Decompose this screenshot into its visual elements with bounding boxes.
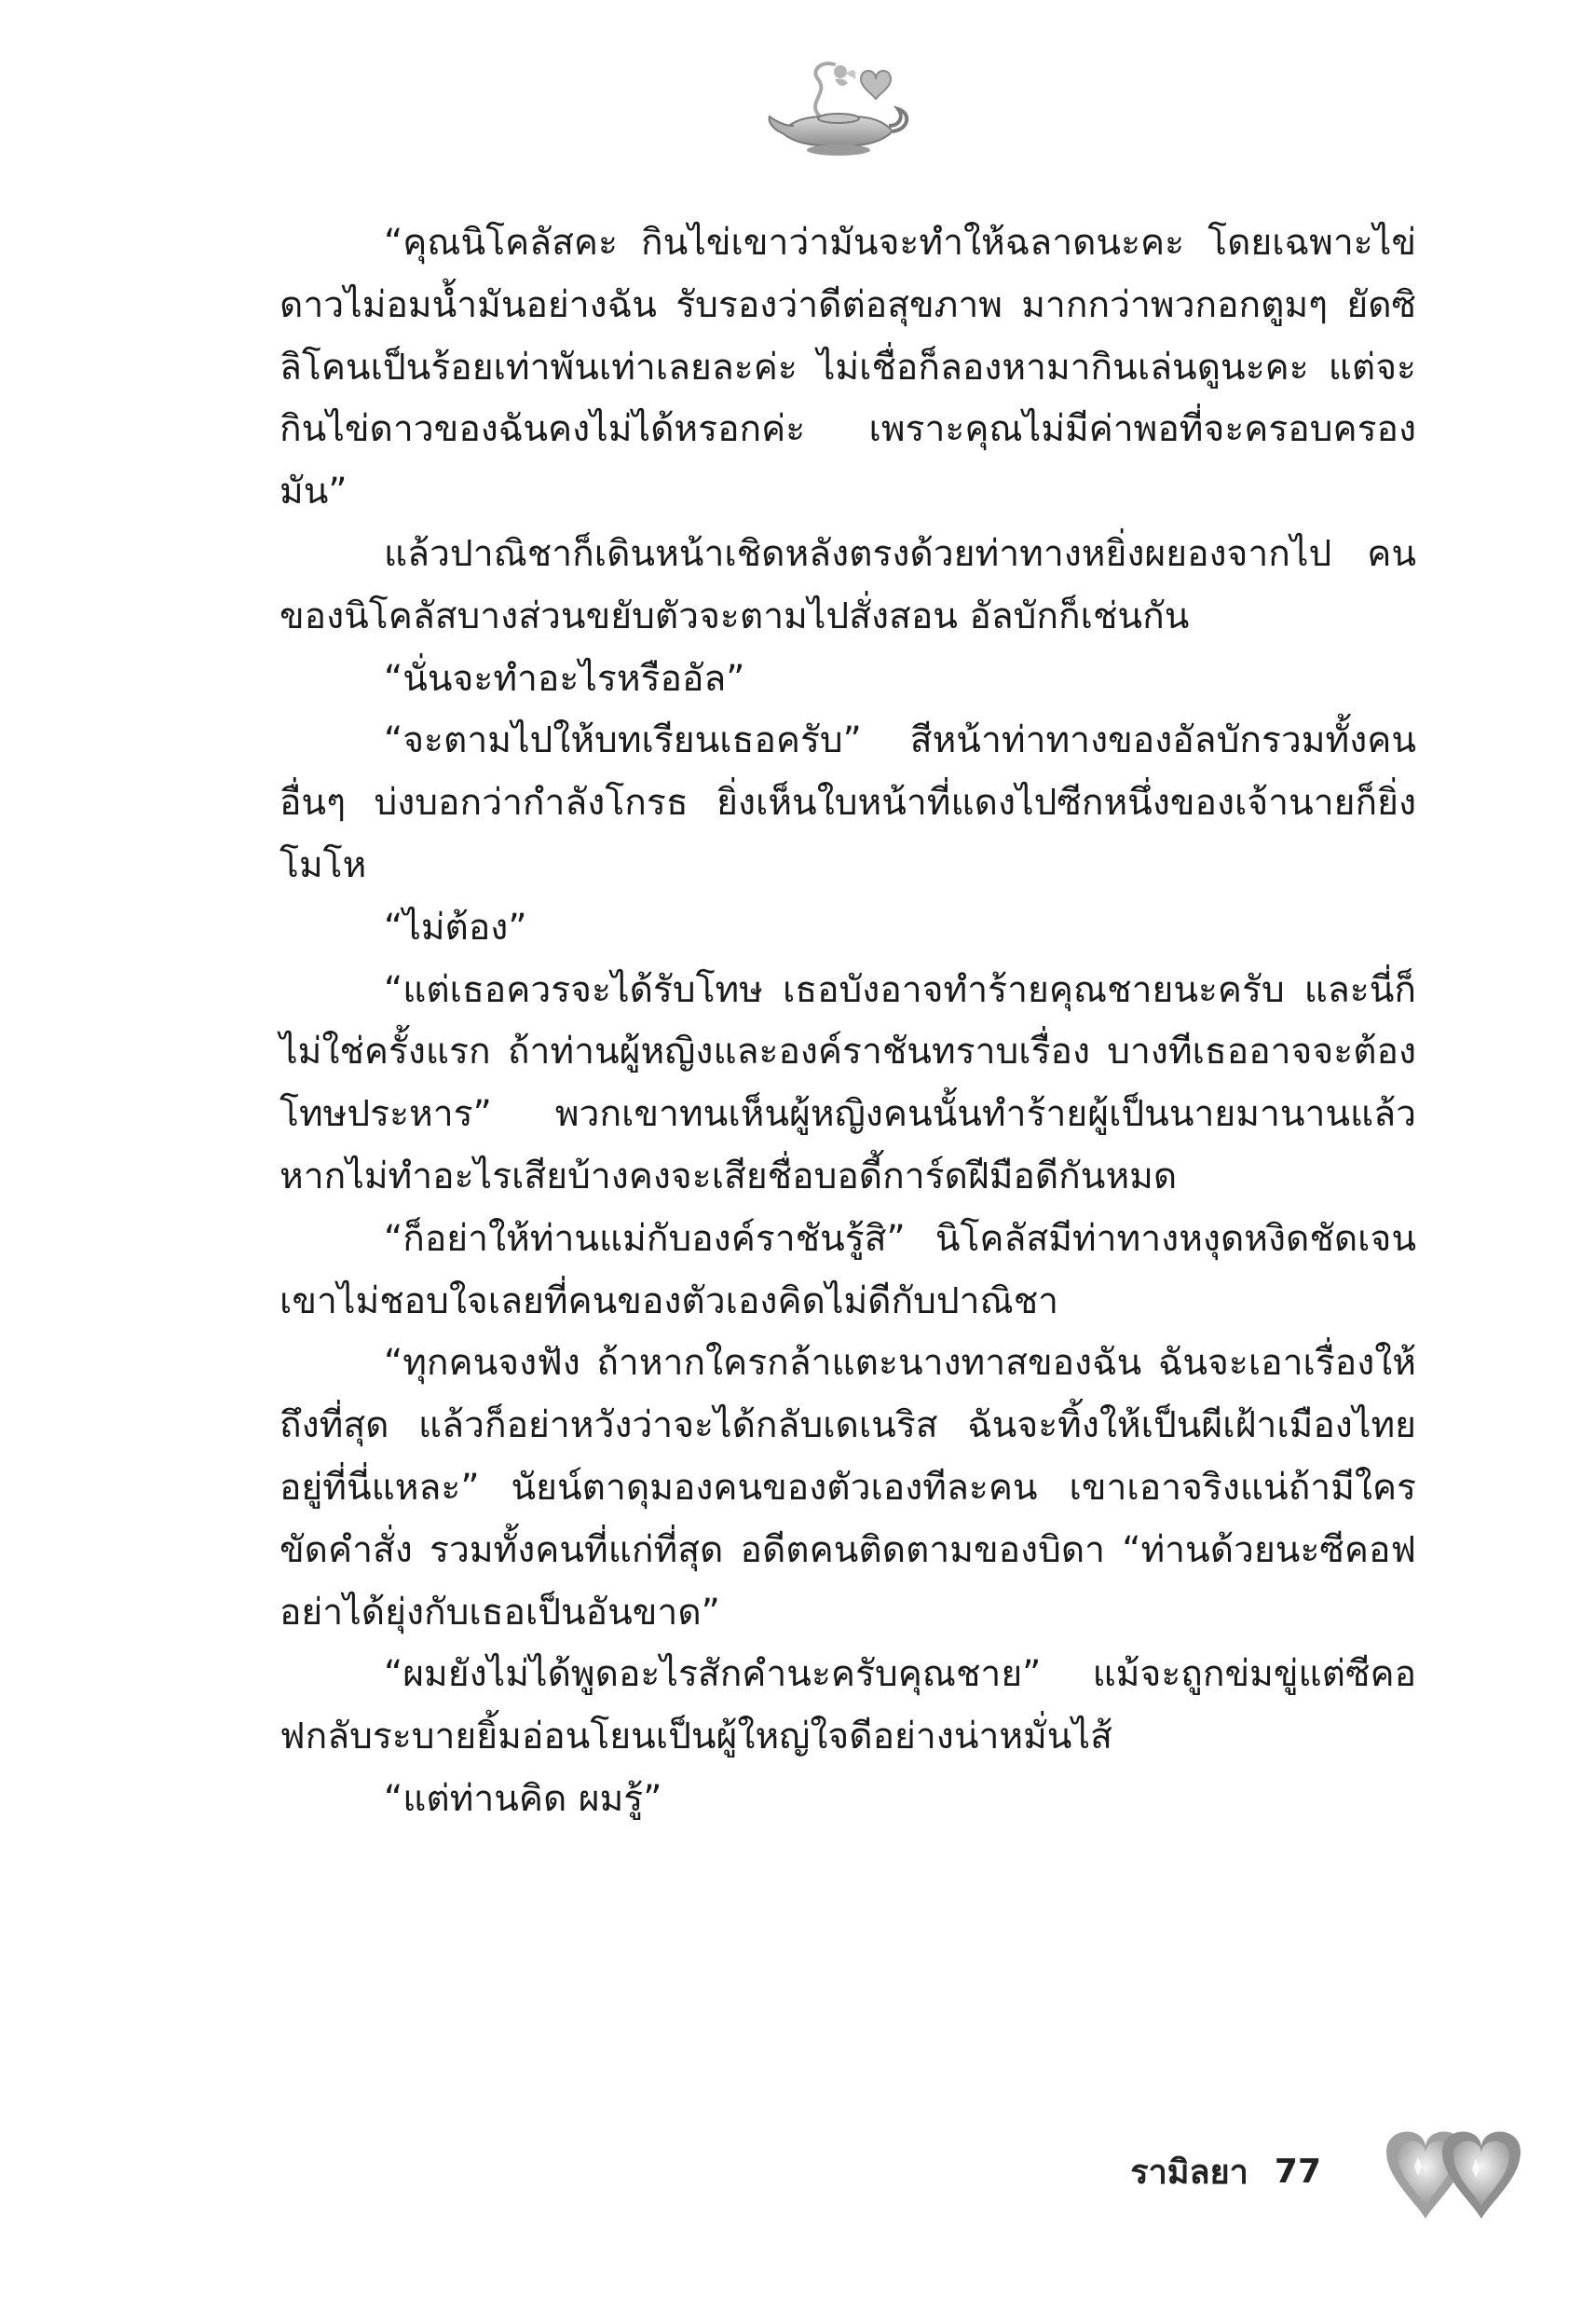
paragraph: “นั่นจะทำอะไรหรืออัล”: [384, 657, 745, 700]
paragraph: “แต่เธอควรจะได้รับโทษ เธอบังอาจทำร้ายคุณชายนะครับ และนี่ก็ไม่ใช่ครั้งแรก ถ้าท่านผู้หญิงและองค์ราชันทราบเรื่อง บางทีเธออาจจะต้องโทษประหาร” พวกเขาทนเห็นผู้หญิงคนนั้นทำร้ายผู้เป็นนายมานานแล้ว หากไม่ทำอะไรเสียบ้างคงจะเสียชื่อบอดี้การ์ดฝีมือดีกันหมด: [280, 968, 1416, 1197]
genie-lamp-with-heart-icon: [764, 51, 913, 163]
page-number: 77: [1274, 2152, 1321, 2191]
paragraph: “ทุกคนจงฟัง ถ้าหากใครกล้าแตะนางทาสของฉัน ฉันจะเอาเรื่องให้ถึงที่สุด แล้วก็อย่าหวังว่าจะได้กลับเดเนริส ฉันจะทิ้งให้เป็นผีเฝ้าเมืองไทยอยู่ที่นี่แหละ” นัยน์ตาดุมองคนของตัวเองทีละคน เขาเอาจริงแน่ถ้ามีใครขัดคำสั่ง รวมทั้งคนที่แก่ที่สุด อดีตคนติดตามของบิดา “ท่านด้วยนะซีคอฟ อย่าได้ยุ่งกับเธอเป็นอันขาด”: [280, 1342, 1416, 1634]
book-title: รามิลยา: [1130, 2153, 1248, 2192]
paragraph: “แต่ท่านคิด ผมรู้”: [384, 1777, 662, 1820]
paragraph: “ผมยังไม่ได้พูดอะไรสักคำนะครับคุณชาย” แม้จะถูกข่มขู่แต่ซีคอฟกลับระบายยิ้มอ่อนโยนเป็นผู้ใหญ่ใจดีอย่างน่าหมั่นไส้: [280, 1653, 1416, 1758]
page-footer: [1130, 2143, 1321, 2199]
body-text: [280, 212, 1416, 1831]
paragraph: แล้วปาณิชาก็เดินหน้าเชิดหลังตรงด้วยท่าทางหยิ่งผยองจากไป คนของนิโคลัสบางส่วนขยับตัวจะตามไปสั่งสอน อัลบักก็เช่นกัน: [280, 532, 1416, 637]
paragraph: “ก็อย่าให้ท่านแม่กับองค์ราชันรู้สิ” นิโคลัสมีท่าทางหงุดหงิดชัดเจน เขาไม่ชอบใจเลยที่คนของตัวเองคิดไม่ดีกับปาณิชา: [280, 1217, 1416, 1322]
paragraph: “คุณนิโคลัสคะ กินไข่เขาว่ามันจะทำให้ฉลาดนะคะ โดยเฉพาะไข่ดาวไม่อมน้ำมันอย่างฉัน รับรองว่าดีต่อสุขภาพ มากกว่าพวกอกตูมๆ ยัดซิลิโคนเป็นร้อยเท่าพันเท่าเลยละค่ะ ไม่เชื่อก็ลองหามากินเล่นดูนะคะ แต่จะกินไข่ดาวของฉันคงไม่ได้หรอกค่ะ เพราะคุณไม่มีค่าพอที่จะครอบครองมัน”: [280, 222, 1416, 513]
double-heart-frame-icon: [1371, 2111, 1535, 2241]
paragraph: “จะตามไปให้บทเรียนเธอครับ” สีหน้าท่าทางของอัลบักรวมทั้งคนอื่นๆ บ่งบอกว่ากำลังโกรธ ยิ่งเห็นใบหน้าที่แดงไปซีกหนึ่งของเจ้านายก็ยิ่งโมโห: [280, 719, 1416, 886]
paragraph: “ไม่ต้อง”: [384, 906, 527, 949]
